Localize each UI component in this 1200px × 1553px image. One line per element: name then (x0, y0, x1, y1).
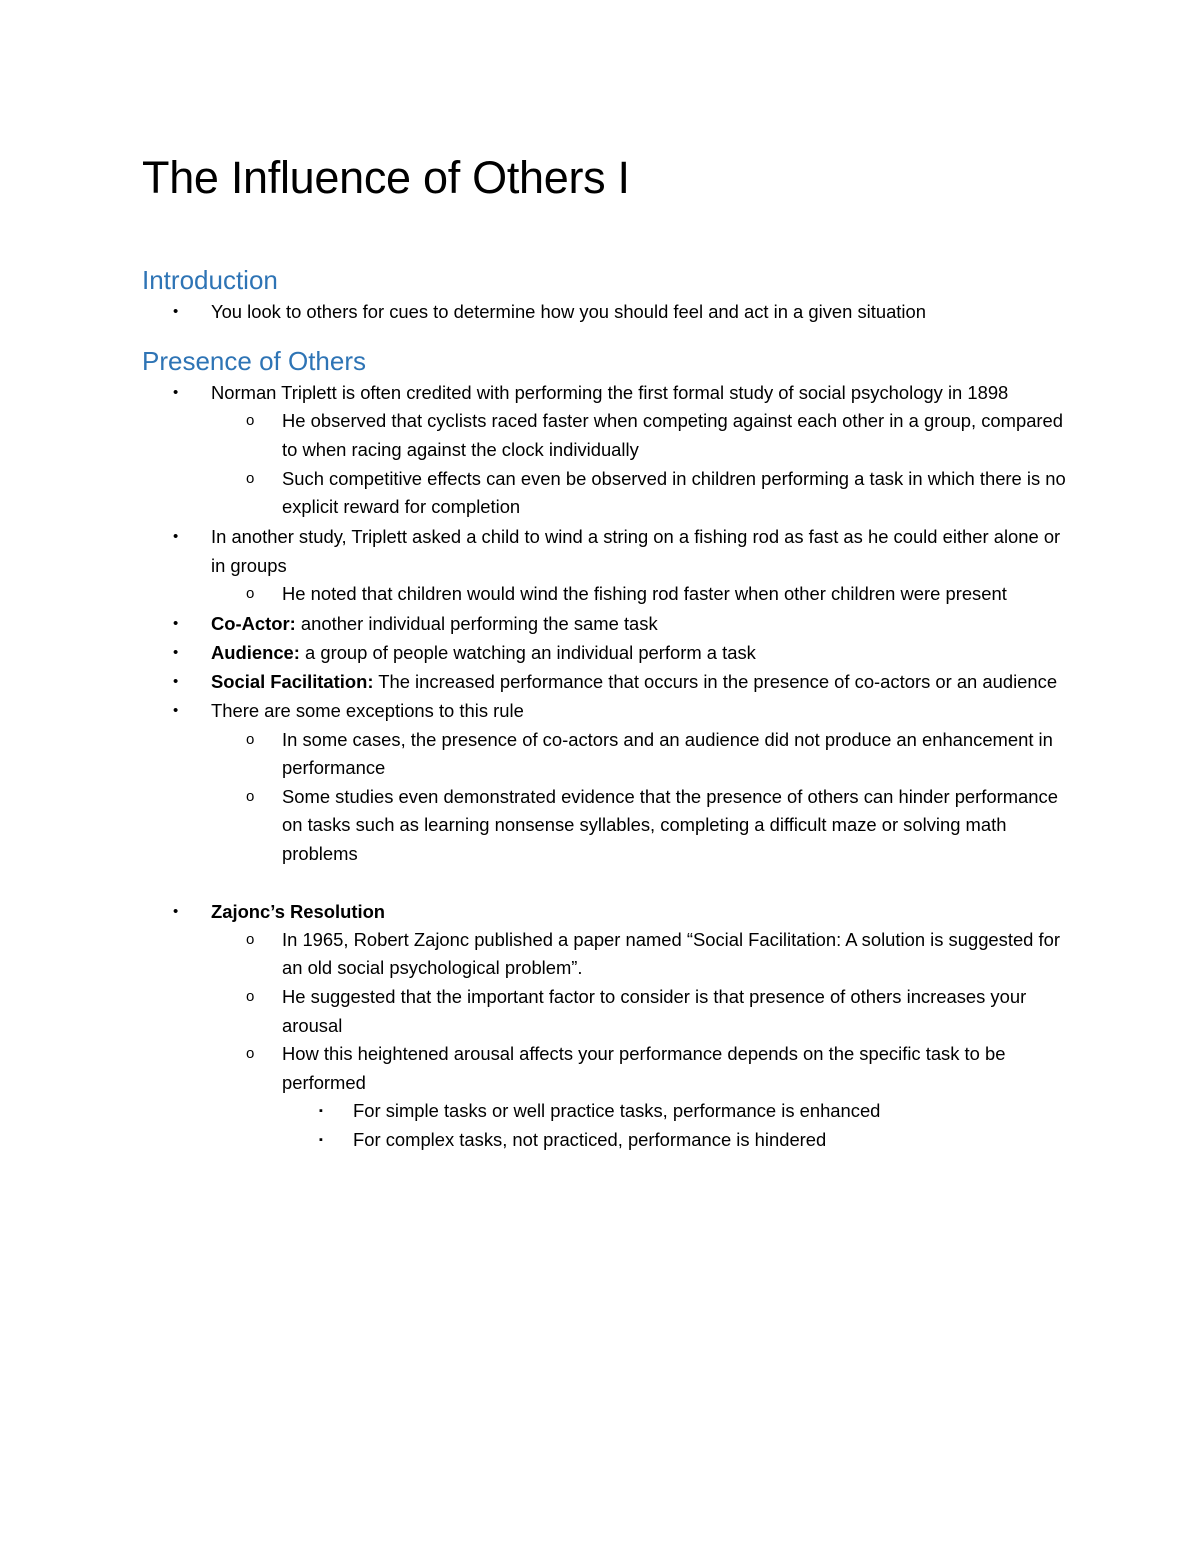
list-item (142, 638, 1067, 667)
list-item (142, 897, 1067, 1155)
list-item (142, 378, 1067, 522)
list-item-text: In another study, Triplett asked a child to wind a string on a fishing rod as fast as he could either alone or in groups (211, 525, 1061, 576)
list-item (142, 609, 1067, 638)
sub-list-item-text: In 1965, Robert Zajonc published a paper named “Social Facilitation: A solution is suggested for an old social psychological problem”. (282, 928, 1060, 979)
sub-list-item (211, 465, 1067, 522)
sub-list-item-text: Some studies even demonstrated evidence that the presence of others can hinder performance on tasks such as learning nonsense syllables, completing a difficult maze or solving math problems (282, 785, 1058, 864)
sub-sub-list-item (282, 1097, 1067, 1125)
circle-bullet-icon: o (246, 412, 255, 430)
circle-bullet-icon: o (246, 930, 255, 948)
disc-bullet-icon: • (173, 614, 179, 632)
list-item (142, 522, 1067, 609)
disc-bullet-icon: • (173, 303, 179, 320)
circle-bullet-icon: o (246, 585, 255, 603)
circle-bullet-icon: o (246, 1045, 255, 1063)
sub-list-item-text: In some cases, the presence of co-actors and an audience did not produce an enhancement in performance (282, 728, 1053, 779)
term-social-facilitation: Social Facilitation: (211, 671, 374, 693)
sub-list-item-text: He suggested that the important factor to consider is that presence of others increases your arousal (282, 985, 1027, 1036)
sub-sub-list-item-text: For simple tasks or well practice tasks, performance is enhanced (353, 1100, 881, 1122)
sub-list-item-text: He observed that cyclists raced faster when competing against each other in a group, compared to when racing against the clock individually (282, 410, 1064, 460)
circle-bullet-icon: o (246, 787, 255, 805)
sub-list-item-text: Such competitive effects can even be observed in children performing a task in which there is no explicit reward for completion (282, 467, 1066, 518)
sub-sub-list (282, 1097, 1067, 1154)
introduction-list (142, 297, 1067, 326)
document-title: The Influence of Others I (142, 152, 630, 203)
disc-bullet-icon: • (173, 527, 179, 545)
sub-list-item (211, 926, 1067, 983)
list-item (142, 297, 1067, 326)
circle-bullet-icon: o (246, 730, 255, 748)
sub-list (211, 726, 1067, 869)
list-item (142, 696, 1067, 868)
sub-list-item (211, 983, 1067, 1040)
circle-bullet-icon: o (246, 987, 255, 1005)
sub-list-item (211, 580, 1067, 609)
document-page (142, 150, 1067, 1154)
sub-list (211, 407, 1067, 521)
section-heading-introduction: Introduction (142, 265, 278, 295)
presence-list (142, 378, 1067, 1154)
disc-bullet-icon: • (173, 673, 179, 691)
term-audience: Audience: (211, 641, 300, 663)
sub-list-item (211, 407, 1067, 464)
disc-bullet-icon: • (173, 384, 179, 402)
term-zajonc-resolution: Zajonc’s Resolution (211, 900, 386, 922)
list-item-text: There are some exceptions to this rule (211, 700, 524, 722)
disc-bullet-icon: • (173, 902, 179, 920)
list-item-text: You look to others for cues to determine how you should feel and act in a given situation (211, 301, 926, 322)
sub-sub-list-item-text: For complex tasks, not practiced, performance is hindered (353, 1128, 827, 1150)
sub-list (211, 926, 1067, 1154)
sub-list-item (211, 783, 1067, 869)
square-bullet-icon: ▪ (319, 1133, 323, 1146)
sub-list (211, 580, 1067, 609)
sub-sub-list-item (282, 1126, 1067, 1154)
definition-text: The increased performance that occurs in the presence of co-actors or an audience (373, 671, 1058, 693)
list-item-text: Norman Triplett is often credited with performing the first formal study of social psychology in 1898 (211, 382, 1009, 404)
circle-bullet-icon: o (246, 469, 255, 487)
sub-list-item (211, 1040, 1067, 1154)
disc-bullet-icon: • (173, 643, 179, 661)
term-co-actor: Co-Actor: (211, 612, 296, 634)
definition-text: a group of people watching an individual perform a task (299, 641, 756, 663)
sub-list-item-text: He noted that children would wind the fishing rod faster when other children were present (282, 583, 1007, 605)
sub-list-item (211, 726, 1067, 783)
section-heading-presence-of-others: Presence of Others (142, 346, 366, 377)
square-bullet-icon: ▪ (319, 1105, 323, 1118)
sub-list-item-text: How this heightened arousal affects your performance depends on the specific task to be performed (282, 1043, 1006, 1093)
list-item (142, 667, 1067, 696)
definition-text: another individual performing the same task (295, 612, 658, 634)
disc-bullet-icon: • (173, 702, 179, 720)
